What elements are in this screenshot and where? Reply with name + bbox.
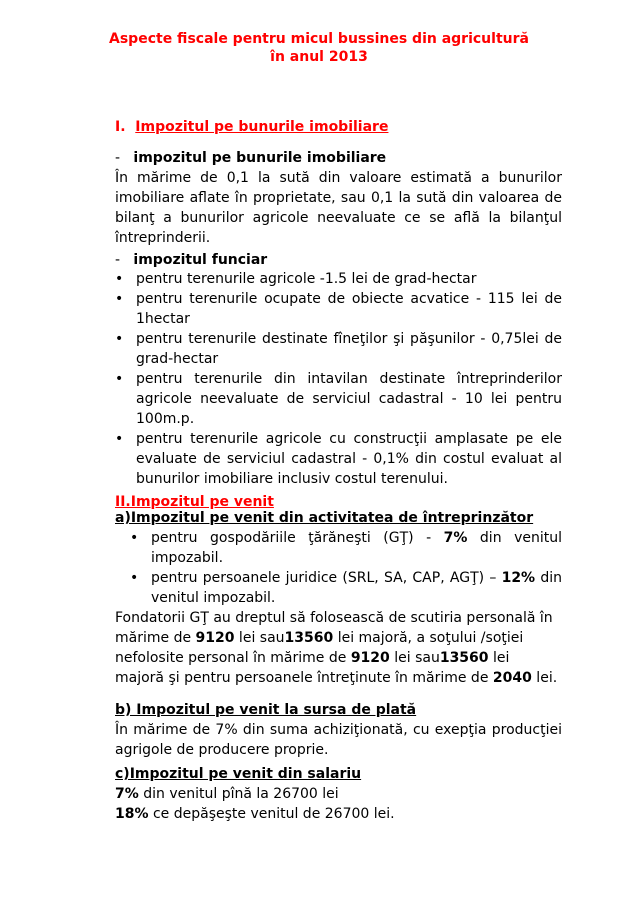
bullet-icon: • — [130, 530, 139, 546]
paragraph-property-tax: În mărime de 0,1 la sută din valoare estimată a bunurilor imobiliare aflate în proprietate, sau 0,1 la sută din valoarea de bilanţ a bunurilor agricole neevaluate ce se află la bilanţul întreprinderii. — [115, 170, 562, 246]
section1-title: Impozitul pe bunurile imobiliare — [135, 119, 389, 135]
bullet-icon: • — [115, 431, 124, 447]
bullet-icon: • — [130, 570, 139, 586]
section1-number: I. — [115, 119, 126, 135]
list-item: • pentru gospodăriile ţărăneşti (GŢ) - 7% din venitul impozabil. — [130, 530, 562, 566]
paragraph-exemption-line1: Fondatorii GŢ au dreptul să folosească de scutiria personală în — [115, 610, 553, 626]
bullet-icon: • — [115, 291, 124, 307]
bullet-icon: • — [115, 331, 124, 347]
paragraph-source-tax: În mărime de 7% din suma achiziţionată, cu exepţia producţiei agrigole de producere proprie. — [115, 722, 562, 758]
list-item: • pentru persoanele juridice (SRL, SA, CAP, AGŢ) – 12% din venitul impozabil. — [130, 570, 562, 606]
subsection-a-heading: a)Impozitul pe venit din activitatea de întreprinzător — [115, 510, 534, 526]
subsection-c-heading: c)Impozitul pe venit din salariu — [115, 766, 362, 782]
doc-title-line2: în anul 2013 — [270, 49, 368, 65]
section1-heading — [115, 118, 388, 136]
paragraph-exemption-line4: majoră şi pentru persoanele întreţinute în mărime de 2040 lei. — [115, 670, 558, 686]
section2-title: II.Impozitul pe venit — [115, 494, 274, 510]
salary-rate-line1: 7% din venitul pînă la 26700 lei — [115, 786, 339, 802]
list-item: • pentru terenurile agricole -1.5 lei de grad-hectar — [115, 271, 477, 287]
bullet-icon: • — [115, 371, 124, 387]
list-item: • pentru terenurile destinate fîneţilor şi păşunilor - 0,75lei de grad-hectar — [115, 331, 562, 367]
doc-title-line1: Aspecte fiscale pentru micul bussines din agricultură — [109, 31, 529, 47]
subheading-property-tax-text: impozitul pe bunurile imobiliare — [133, 150, 387, 166]
bullet-icon: • — [115, 271, 124, 287]
list-item: • pentru terenurile din intavilan destinate întreprinderilor agricole neevaluate de serviciul cadastral - 10 lei pentru 100m.p. — [115, 371, 562, 427]
list-item: • pentru terenurile ocupate de obiecte acvatice - 115 lei de 1hectar — [115, 291, 562, 327]
list-item: • pentru terenurile agricole cu construcţii amplasate pe ele evaluate de serviciul cadastral - 0,1% din costul evaluat al bunurilor imobiliare inclusiv costul terenului. — [115, 431, 562, 487]
subheading-land-tax: - impozitul funciar — [115, 252, 268, 268]
salary-rate-line2: 18% ce depăşeşte venitul de 26700 lei. — [115, 806, 395, 822]
subheading-property-tax: - impozitul pe bunurile imobiliare — [115, 150, 387, 166]
subheading-land-tax-text: impozitul funciar — [133, 252, 268, 268]
paragraph-exemption-line2: mărime de 9120 lei sau13560 lei majoră, a soţului /soţiei — [115, 630, 524, 646]
paragraph-exemption-line3: nefolosite personal în mărime de 9120 lei sau13560 lei — [115, 650, 510, 666]
subsection-b-heading: b) Impozitul pe venit la sursa de plată — [115, 702, 417, 718]
